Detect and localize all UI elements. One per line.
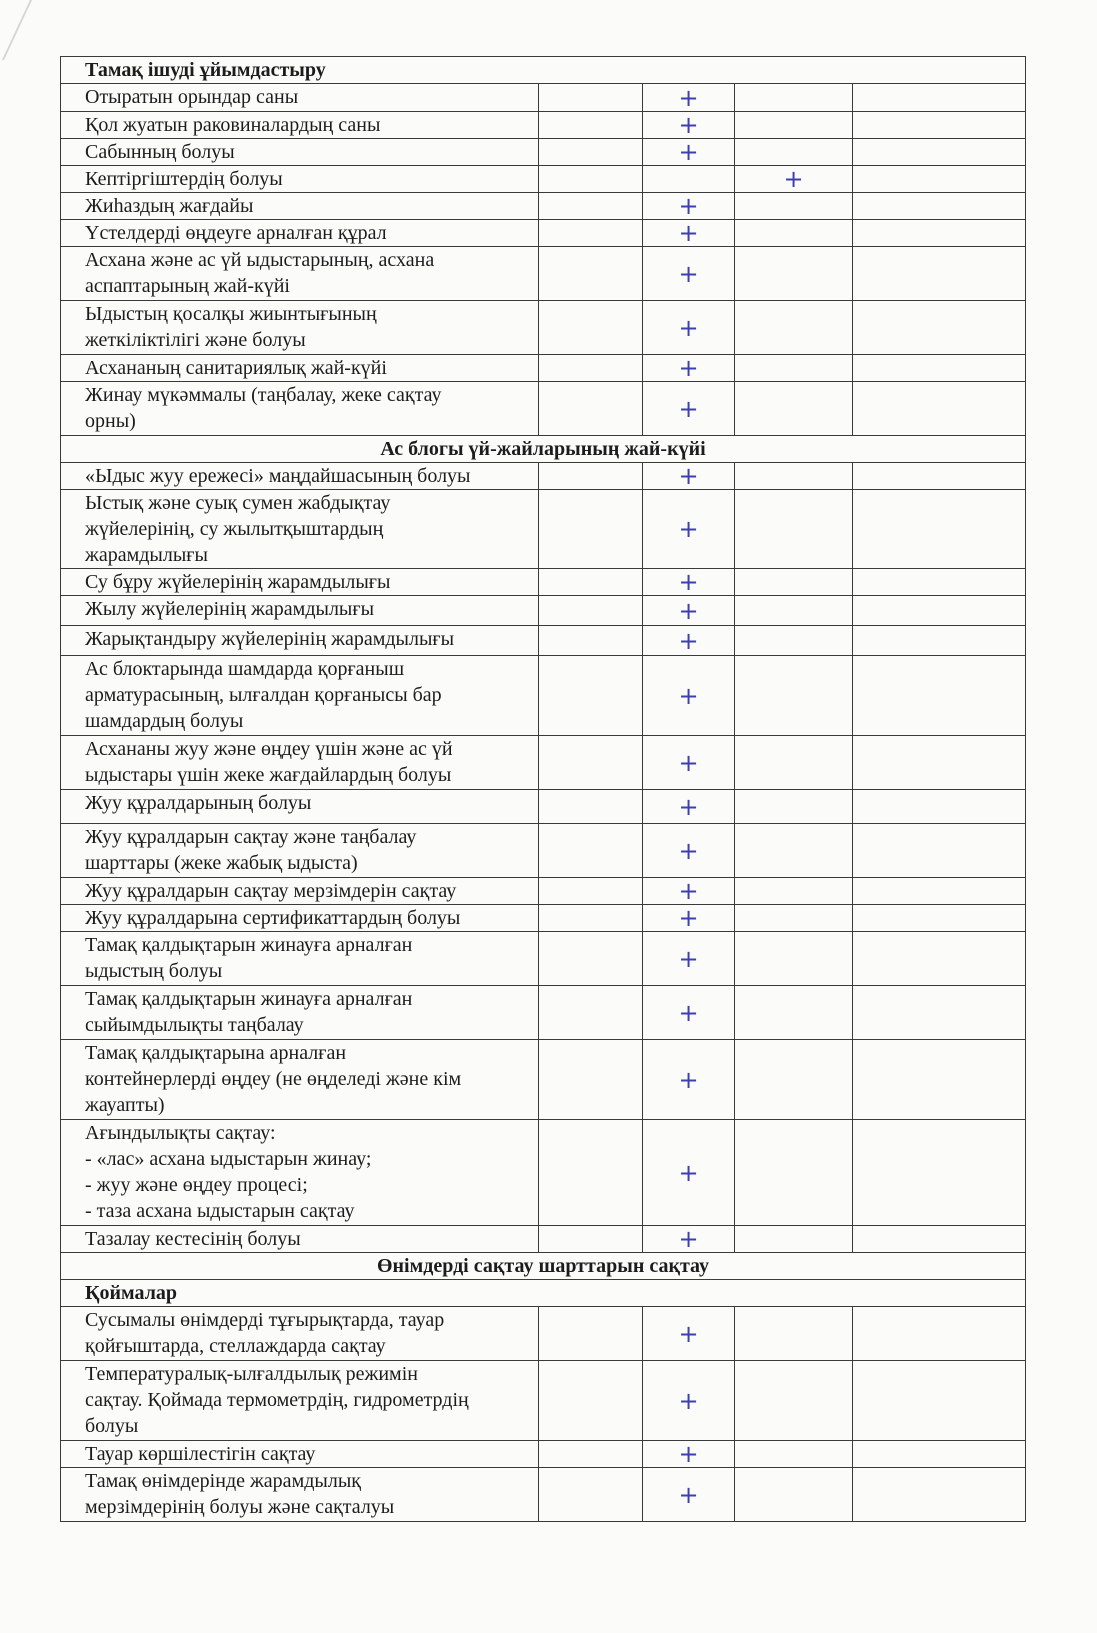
mark-cell: [735, 986, 853, 1040]
mark-cell: [853, 932, 1026, 986]
table-row: [61, 301, 1026, 355]
criterion-label: Ағындылықты сақтау: - «лас» асхана ыдыстарын жинау; - жуу және өңдеу процесі; - таза асхана ыдыстарын сақтау: [61, 1120, 539, 1226]
mark-cell: [735, 656, 853, 736]
handwritten-plus-mark: +: [678, 462, 699, 490]
criterion-label: Сабынның болуы: [61, 139, 539, 166]
section-header-row: [61, 57, 1026, 84]
mark-cell: [643, 569, 735, 596]
mark-cell: [539, 1120, 643, 1226]
handwritten-plus-mark: +: [678, 111, 699, 139]
mark-cell: [735, 355, 853, 382]
mark-cell: [853, 596, 1026, 626]
handwritten-plus-mark: +: [678, 1065, 699, 1094]
table-row: [61, 193, 1026, 220]
mark-cell: [853, 220, 1026, 247]
handwritten-plus-mark: +: [678, 748, 699, 777]
mark-cell: [735, 905, 853, 932]
mark-cell: [539, 656, 643, 736]
section-header-row: [61, 1253, 1026, 1280]
table-row: [61, 463, 1026, 490]
mark-cell: [643, 1307, 735, 1361]
table-row: [61, 986, 1026, 1040]
table-row: [61, 247, 1026, 301]
table-row: [61, 355, 1026, 382]
criterion-label: Ыдыстың қосалқы жиынтығының жеткіліктілігі және болуы: [61, 301, 539, 355]
mark-cell: [539, 1226, 643, 1253]
handwritten-plus-mark: +: [678, 1386, 699, 1415]
mark-cell: [643, 490, 735, 569]
table-row: [61, 490, 1026, 569]
mark-cell: [643, 878, 735, 905]
mark-cell: [539, 382, 643, 436]
table-row: [61, 166, 1026, 193]
table-row: [61, 220, 1026, 247]
mark-cell: [853, 463, 1026, 490]
criterion-label: Тауар көршілестігін сақтау: [61, 1441, 539, 1468]
handwritten-plus-mark: +: [678, 394, 699, 423]
mark-cell: [643, 382, 735, 436]
mark-cell: [643, 139, 735, 166]
handwritten-plus-mark: +: [678, 259, 699, 288]
mark-cell: [539, 301, 643, 355]
table-row: [61, 1226, 1026, 1253]
mark-cell: [735, 382, 853, 436]
mark-cell: [539, 139, 643, 166]
mark-cell: [539, 905, 643, 932]
section-title: Өнімдерді сақтау шарттарын сақтау: [61, 1253, 1026, 1280]
mark-cell: [539, 355, 643, 382]
mark-cell: [735, 166, 853, 193]
criterion-label: Тамақ қалдықтарын жинауға арналған ыдыстың болуы: [61, 932, 539, 986]
mark-cell: [539, 1361, 643, 1441]
handwritten-plus-mark: +: [678, 1158, 699, 1187]
mark-cell: [539, 247, 643, 301]
mark-cell: [735, 247, 853, 301]
handwritten-plus-mark: +: [678, 1440, 699, 1468]
mark-cell: [853, 1468, 1026, 1522]
handwritten-plus-mark: +: [678, 192, 699, 220]
mark-cell: [539, 986, 643, 1040]
mark-cell: [853, 247, 1026, 301]
criterion-label: Тамақ қалдықтарын жинауға арналған сыйымдылықты таңбалау: [61, 986, 539, 1040]
mark-cell: [853, 1226, 1026, 1253]
handwritten-plus-mark: +: [678, 83, 699, 112]
handwritten-plus-mark: +: [678, 944, 699, 973]
mark-cell: [853, 986, 1026, 1040]
criterion-label: Сусымалы өнімдерді тұғырықтарда, тауар қойғыштарда, стеллаждарда сақтау: [61, 1307, 539, 1361]
mark-cell: [853, 1361, 1026, 1441]
mark-cell: [853, 878, 1026, 905]
mark-cell: [643, 112, 735, 139]
mark-cell: [853, 1307, 1026, 1361]
handwritten-plus-mark: +: [678, 1225, 699, 1253]
mark-cell: [735, 139, 853, 166]
mark-cell: [539, 193, 643, 220]
table-row: [61, 790, 1026, 824]
mark-cell: [735, 1468, 853, 1522]
handwritten-plus-mark: +: [678, 904, 699, 932]
criterion-label: Қол жуатын раковиналардың саны: [61, 112, 539, 139]
table-row: [61, 626, 1026, 656]
table-row: [61, 824, 1026, 878]
criterion-label: Жылу жүйелерінің жарамдылығы: [61, 596, 539, 626]
mark-cell: [643, 247, 735, 301]
mark-cell: [539, 1468, 643, 1522]
handwritten-plus-mark: +: [678, 792, 699, 821]
criterion-label: Тамақ қалдықтарына арналған контейнерлерді өңдеу (не өңделеді және кім жауапты): [61, 1040, 539, 1120]
mark-cell: [853, 569, 1026, 596]
mark-cell: [643, 986, 735, 1040]
criterion-label: Су бұру жүйелерінің жарамдылығы: [61, 569, 539, 596]
criterion-label: Асхананы жуу және өңдеу үшін және ас үй ыдыстары үшін жеке жағдайлардың болуы: [61, 736, 539, 790]
handwritten-plus-mark: +: [678, 877, 699, 905]
checklist-table: [60, 56, 1026, 1522]
handwritten-plus-mark: +: [678, 998, 699, 1027]
handwritten-plus-mark: +: [678, 596, 699, 625]
mark-cell: [853, 1040, 1026, 1120]
mark-cell: [853, 84, 1026, 112]
criterion-label: Жуу құралдарын сақтау және таңбалау шарттары (жеке жабық ыдыста): [61, 824, 539, 878]
table-row: [61, 139, 1026, 166]
mark-cell: [853, 112, 1026, 139]
mark-cell: [643, 1441, 735, 1468]
mark-cell: [735, 1361, 853, 1441]
handwritten-plus-mark: +: [678, 138, 699, 166]
criterion-label: Отыратын орындар саны: [61, 84, 539, 112]
mark-cell: [853, 166, 1026, 193]
table-row: [61, 905, 1026, 932]
handwritten-plus-mark: +: [678, 219, 699, 247]
mark-cell: [735, 463, 853, 490]
table-row: [61, 736, 1026, 790]
mark-cell: [735, 736, 853, 790]
section-header-row: [61, 1280, 1026, 1307]
mark-cell: [853, 656, 1026, 736]
criterion-label: Жинау мүкәммалы (таңбалау, жеке сақтау орны): [61, 382, 539, 436]
table-row: [61, 1361, 1026, 1441]
handwritten-plus-mark: +: [783, 165, 804, 193]
criterion-label: Кептіргіштердің болуы: [61, 166, 539, 193]
mark-cell: [643, 932, 735, 986]
mark-cell: [853, 139, 1026, 166]
mark-cell: [735, 1441, 853, 1468]
mark-cell: [539, 490, 643, 569]
section-title: Тамақ ішуді ұйымдастыру: [61, 57, 1026, 84]
mark-cell: [735, 84, 853, 112]
table-row: [61, 932, 1026, 986]
mark-cell: [643, 355, 735, 382]
checklist-body: [61, 57, 1026, 1522]
mark-cell: [539, 569, 643, 596]
mark-cell: [643, 193, 735, 220]
mark-cell: [735, 112, 853, 139]
section-title: Ас блогы үй-жайларының жай-күйі: [61, 436, 1026, 463]
table-row: [61, 1468, 1026, 1522]
mark-cell: [853, 905, 1026, 932]
table-row: [61, 1040, 1026, 1120]
criterion-label: Ыстық және суық сумен жабдықтау жүйелерінің, су жылытқыштардың жарамдылығы: [61, 490, 539, 569]
mark-cell: [853, 1120, 1026, 1226]
mark-cell: [735, 193, 853, 220]
mark-cell: [853, 1441, 1026, 1468]
criterion-label: Асхана және ас үй ыдыстарының, асхана аспаптарының жай-күйі: [61, 247, 539, 301]
table-row: [61, 878, 1026, 905]
mark-cell: [539, 736, 643, 790]
table-row: [61, 382, 1026, 436]
mark-cell: [735, 569, 853, 596]
mark-cell: [735, 878, 853, 905]
mark-cell: [735, 301, 853, 355]
mark-cell: [539, 626, 643, 656]
mark-cell: [853, 626, 1026, 656]
mark-cell: [735, 1226, 853, 1253]
mark-cell: [539, 166, 643, 193]
scan-edge-mark: [0, 0, 32, 60]
mark-cell: [539, 220, 643, 247]
mark-cell: [643, 790, 735, 824]
mark-cell: [643, 596, 735, 626]
mark-cell: [853, 301, 1026, 355]
table-row: [61, 1120, 1026, 1226]
criterion-label: Тамақ өнімдерінде жарамдылық мерзімдерінің болуы және сақталуы: [61, 1468, 539, 1522]
mark-cell: [539, 1040, 643, 1120]
table-row: [61, 1441, 1026, 1468]
mark-cell: [853, 736, 1026, 790]
mark-cell: [539, 1307, 643, 1361]
handwritten-plus-mark: +: [678, 313, 699, 342]
table-row: [61, 569, 1026, 596]
criterion-label: Жуу құралдарын сақтау мерзімдерін сақтау: [61, 878, 539, 905]
handwritten-plus-mark: +: [678, 1480, 699, 1509]
section-header-row: [61, 436, 1026, 463]
mark-cell: [539, 824, 643, 878]
handwritten-plus-mark: +: [678, 681, 699, 710]
mark-cell: [735, 626, 853, 656]
handwritten-plus-mark: +: [678, 568, 699, 596]
table-row: [61, 1307, 1026, 1361]
mark-cell: [539, 596, 643, 626]
mark-cell: [643, 166, 735, 193]
criterion-label: Асхананың санитариялық жай-күйі: [61, 355, 539, 382]
mark-cell: [643, 626, 735, 656]
table-row: [61, 596, 1026, 626]
mark-cell: [643, 736, 735, 790]
criterion-label: Тазалау кестесінің болуы: [61, 1226, 539, 1253]
mark-cell: [643, 1120, 735, 1226]
handwritten-plus-mark: +: [678, 626, 699, 655]
criterion-label: Жиһаздың жағдайы: [61, 193, 539, 220]
mark-cell: [643, 220, 735, 247]
table-row: [61, 112, 1026, 139]
mark-cell: [643, 84, 735, 112]
mark-cell: [539, 112, 643, 139]
mark-cell: [643, 1226, 735, 1253]
mark-cell: [643, 824, 735, 878]
mark-cell: [539, 932, 643, 986]
mark-cell: [853, 355, 1026, 382]
mark-cell: [735, 932, 853, 986]
mark-cell: [539, 463, 643, 490]
mark-cell: [853, 193, 1026, 220]
table-row: [61, 84, 1026, 112]
handwritten-plus-mark: +: [678, 515, 699, 543]
mark-cell: [539, 84, 643, 112]
mark-cell: [853, 490, 1026, 569]
mark-cell: [735, 1040, 853, 1120]
handwritten-plus-mark: +: [678, 354, 699, 382]
section-title: Қоймалар: [61, 1280, 1026, 1307]
mark-cell: [643, 905, 735, 932]
mark-cell: [539, 878, 643, 905]
mark-cell: [735, 1120, 853, 1226]
mark-cell: [735, 220, 853, 247]
mark-cell: [643, 463, 735, 490]
mark-cell: [539, 790, 643, 824]
handwritten-plus-mark: +: [678, 1319, 699, 1348]
mark-cell: [735, 596, 853, 626]
table-row: [61, 656, 1026, 736]
criterion-label: Үстелдерді өңдеуге арналған құрал: [61, 220, 539, 247]
mark-cell: [735, 490, 853, 569]
mark-cell: [853, 790, 1026, 824]
criterion-label: Жуу құралдарының болуы: [61, 790, 539, 824]
mark-cell: [643, 301, 735, 355]
mark-cell: [539, 1441, 643, 1468]
mark-cell: [735, 824, 853, 878]
mark-cell: [643, 1040, 735, 1120]
mark-cell: [643, 1361, 735, 1441]
criterion-label: «Ыдыс жуу ережесі» маңдайшасының болуы: [61, 463, 539, 490]
criterion-label: Жуу құралдарына сертификаттардың болуы: [61, 905, 539, 932]
mark-cell: [853, 382, 1026, 436]
mark-cell: [853, 824, 1026, 878]
criterion-label: Жарықтандыру жүйелерінің жарамдылығы: [61, 626, 539, 656]
mark-cell: [643, 656, 735, 736]
criterion-label: Ас блоктарында шамдарда қорғаныш арматурасының, ылғалдан қорғанысы бар шамдардың болуы: [61, 656, 539, 736]
handwritten-plus-mark: +: [678, 836, 699, 865]
mark-cell: [643, 1468, 735, 1522]
criterion-label: Температуралық-ылғалдылық режимін сақтау. Қоймада термометрдің, гидрометрдің болуы: [61, 1361, 539, 1441]
mark-cell: [735, 790, 853, 824]
mark-cell: [735, 1307, 853, 1361]
